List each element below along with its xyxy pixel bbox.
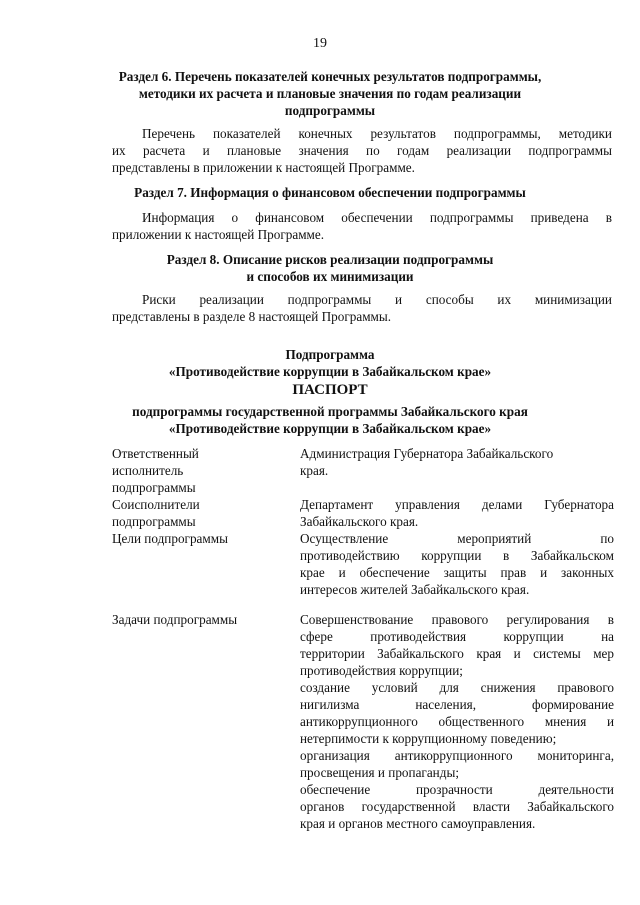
section-7-heading: Раздел 7. Информация о финансовом обеспечении подпрограммы [134, 185, 526, 200]
value-line: органов государственной власти Забайкальского [300, 799, 614, 814]
value-line: территории Забайкальского края и системы мер [300, 646, 614, 661]
section-8-heading-line: и способов их минимизации [246, 269, 414, 284]
label-line: подпрограммы [112, 480, 196, 495]
section-6-heading [60, 68, 600, 119]
value-line: сфере противодействия коррупции на [300, 629, 614, 644]
section-8-heading [60, 251, 600, 285]
value-line: крае и обеспечение защиты прав и законных [300, 565, 614, 580]
value-line: антикоррупционного общественного мнения и [300, 714, 614, 729]
value-line: нетерпимости к коррупционному поведению; [300, 731, 557, 746]
text-line: представлены в приложении к настоящей Программе. [112, 160, 415, 175]
subprogram-name: «Противодействие коррупции в Забайкальском крае» [168, 364, 492, 379]
passport-row-value [300, 530, 614, 598]
section-8-heading-line: Раздел 8. Описание рисков реализации подпрограммы [166, 252, 494, 267]
subprogram-title: Подпрограмма [285, 347, 375, 362]
text-line: представлены в разделе 8 настоящей Программы. [112, 309, 392, 324]
label-line: исполнитель [112, 463, 184, 478]
passport-row-label [112, 530, 282, 547]
value-line: интересов жителей Забайкальского края. [300, 582, 530, 597]
passport-row-label [112, 611, 282, 628]
value-line: Забайкальского края. [300, 514, 419, 529]
passport-row-value [300, 496, 614, 530]
value-line: организация антикоррупционного мониторинга, [300, 748, 614, 763]
passport-row-value [300, 611, 614, 832]
passport-title: ПАСПОРТ [292, 382, 368, 398]
page-number: 19 [313, 36, 327, 51]
passport-subtitle: подпрограммы государственной программы Забайкальского края [132, 404, 528, 419]
text-line: Риски реализации подпрограммы и способы их минимизации [142, 292, 612, 307]
passport-row-value [300, 445, 614, 479]
value-line: Администрация Губернатора Забайкальского [300, 446, 554, 461]
text-line: приложении к настоящей Программе. [112, 227, 325, 242]
passport-subtitle-name: «Противодействие коррупции в Забайкальском крае» [168, 421, 492, 436]
label-line: Соисполнители [112, 497, 200, 512]
value-line: Департамент управления делами Губернатора [300, 497, 614, 512]
value-line: создание условий для снижения правового [300, 680, 614, 695]
section-6-heading-line: Раздел 6. Перечень показателей конечных результатов подпрограммы, [118, 69, 542, 84]
value-line: противодействия коррупции; [300, 663, 463, 678]
section-6-heading-line: методики их расчета и плановые значения по годам реализации [138, 86, 522, 101]
label-line: Ответственный [112, 446, 199, 461]
text-line: Перечень показателей конечных результатов подпрограммы, методики [142, 126, 612, 141]
value-line: Совершенствование правового регулирования в [300, 612, 614, 627]
section-6-heading-line: подпрограммы [284, 103, 376, 118]
text-line: их расчета и плановые значения по годам реализации подпрограммы [112, 143, 612, 158]
section-7-text [112, 209, 612, 243]
value-line: обеспечение прозрачности деятельности [300, 782, 614, 797]
passport-row-label [112, 496, 282, 530]
section-6-text [112, 125, 612, 176]
value-line: края. [300, 463, 329, 478]
text-line: Информация о финансовом обеспечении подпрограммы приведена в [142, 210, 612, 225]
value-line: Осуществление мероприятий по [300, 531, 614, 546]
passport-row-label [112, 445, 282, 496]
label-line: Задачи подпрограммы [112, 612, 238, 627]
label-line: Цели подпрограммы [112, 531, 228, 546]
value-line: противодействию коррупции в Забайкальском [300, 548, 614, 563]
label-line: подпрограммы [112, 514, 196, 529]
value-line: нигилизма населения, формирование [300, 697, 614, 712]
value-line: края и органов местного самоуправления. [300, 816, 536, 831]
value-line: просвещения и пропаганды; [300, 765, 459, 780]
section-8-text [112, 291, 612, 325]
